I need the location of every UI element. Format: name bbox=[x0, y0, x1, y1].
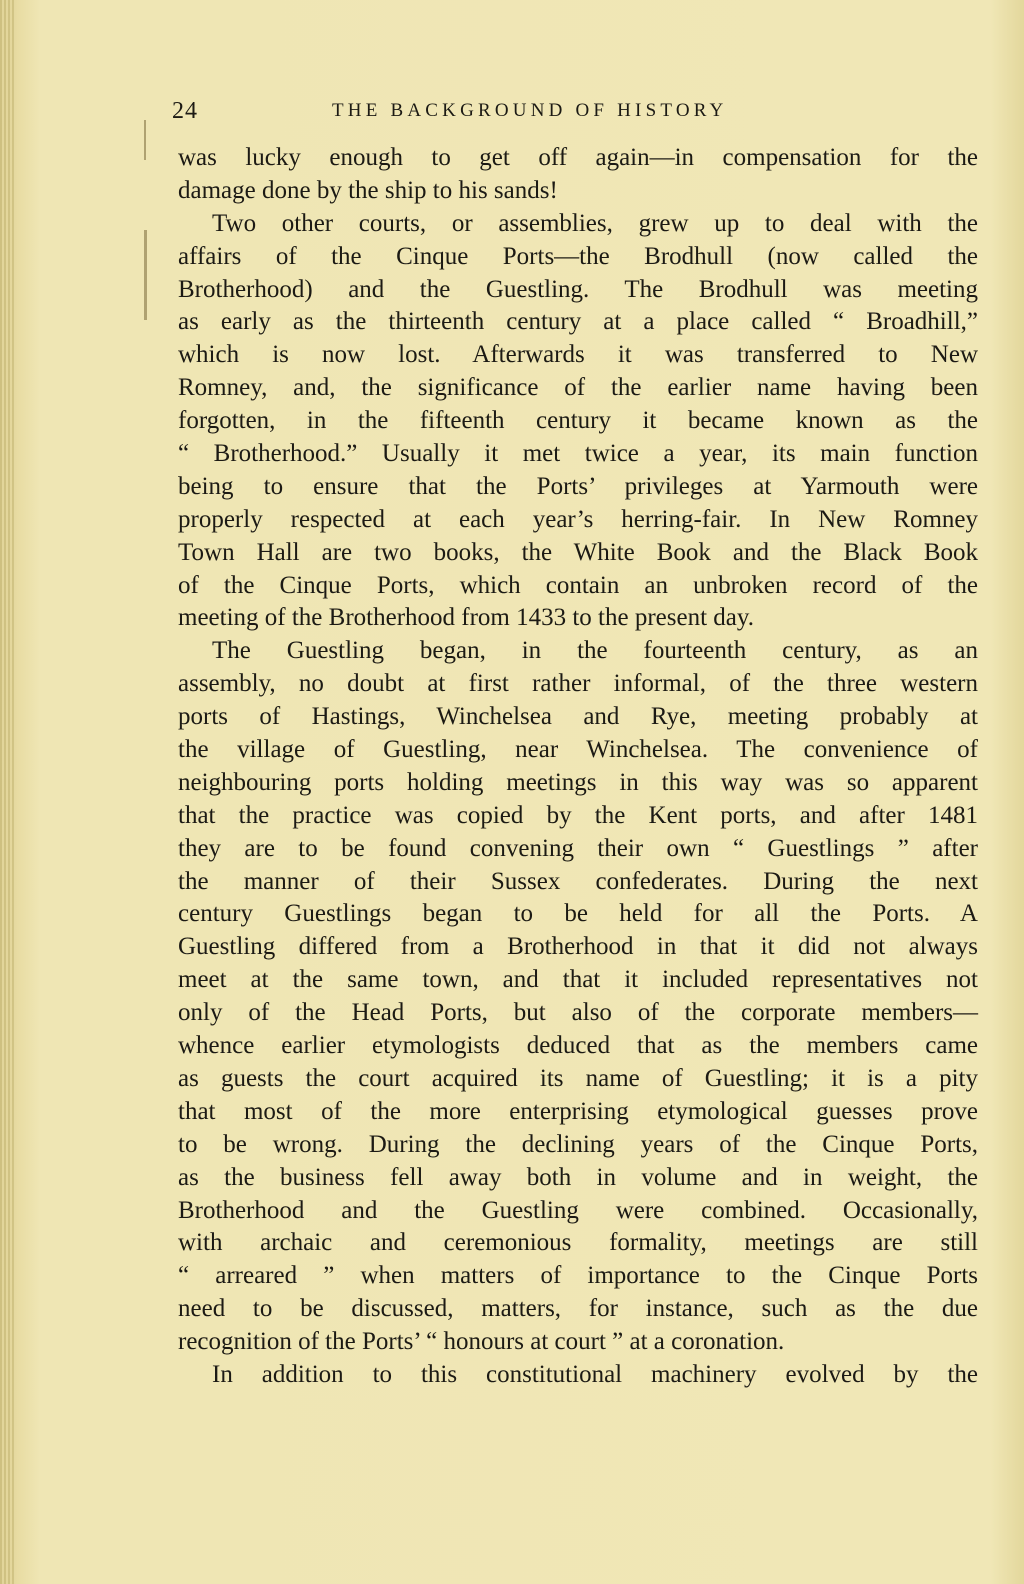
text-line: as guests the court acquired its name of Guestling; it is a pity bbox=[178, 1064, 978, 1092]
body-text bbox=[178, 142, 978, 1392]
text-line: Guestling differed from a Brotherhood in that it did not always bbox=[178, 933, 978, 961]
text-line: as the business fell away both in volume and in weight, the bbox=[178, 1163, 978, 1191]
running-title: THE BACKGROUND OF HISTORY bbox=[332, 100, 728, 121]
text-line: recognition of the Ports’ “ honours at court ” at a coronation. bbox=[178, 1328, 785, 1356]
text-line: ports of Hastings, Winchelsea and Rye, meeting probably at bbox=[178, 703, 978, 731]
text-line: which is now lost. Afterwards it was transferred to New bbox=[178, 341, 978, 369]
text-line: assembly, no doubt at first rather informal, of the three western bbox=[178, 670, 978, 698]
text-line: properly respected at each year’s herring-fair. In New Romney bbox=[178, 505, 978, 533]
text-line: of the Cinque Ports, which contain an unbroken record of the bbox=[178, 571, 978, 599]
text-line: as early as the thirteenth century at a place called “ Broadhill,” bbox=[178, 308, 978, 336]
text-line: damage done by the ship to his sands! bbox=[178, 176, 558, 204]
text-line: need to be discussed, matters, for instance, such as the due bbox=[178, 1295, 978, 1323]
text-line: being to ensure that the Ports’ privileges at Yarmouth were bbox=[178, 472, 978, 500]
text-line: that the practice was copied by the Kent ports, and after 1481 bbox=[178, 801, 978, 829]
text-line: forgotten, in the fifteenth century it became known as the bbox=[178, 407, 978, 435]
text-line: the village of Guestling, near Winchelsea. The convenience of bbox=[178, 736, 978, 764]
text-line: The Guestling began, in the fourteenth century, as an bbox=[212, 637, 978, 665]
text-line: the manner of their Sussex confederates. During the next bbox=[178, 867, 978, 895]
text-line: Town Hall are two books, the White Book and the Black Book bbox=[178, 538, 978, 566]
text-line: neighbouring ports holding meetings in this way was so apparent bbox=[178, 768, 978, 796]
text-line: affairs of the Cinque Ports—the Brodhull (now called the bbox=[178, 242, 978, 270]
text-line: was lucky enough to get off again—in compensation for the bbox=[178, 144, 978, 171]
text-line: Brotherhood) and the Guestling. The Brodhull was meeting bbox=[178, 275, 978, 303]
text-line: only of the Head Ports, but also of the corporate members— bbox=[178, 999, 978, 1027]
text-line: century Guestlings began to be held for all the Ports. A bbox=[178, 900, 978, 928]
page-edge bbox=[0, 0, 14, 1584]
page-header bbox=[172, 98, 990, 132]
text-line: In addition to this constitutional machinery evolved by the bbox=[212, 1360, 978, 1388]
text-line: whence earlier etymologists deduced that as the members came bbox=[178, 1032, 978, 1060]
text-line: meet at the same town, and that it included representatives not bbox=[178, 966, 978, 994]
text-line: “ arreared ” when matters of importance to the Cinque Ports bbox=[178, 1262, 978, 1290]
text-line: Two other courts, or assemblies, grew up to deal with the bbox=[212, 209, 978, 237]
text-line: with archaic and ceremonious formality, meetings are still bbox=[178, 1229, 978, 1257]
text-line: to be wrong. During the declining years of the Cinque Ports, bbox=[178, 1130, 978, 1158]
text-line: Brotherhood and the Guestling were combined. Occasionally, bbox=[178, 1196, 978, 1224]
text-line: they are to be found convening their own “ Guestlings ” after bbox=[178, 834, 978, 862]
margin-marks bbox=[142, 120, 182, 320]
text-line: that most of the more enterprising etymological guesses prove bbox=[178, 1097, 978, 1125]
page-number: 24 bbox=[172, 98, 198, 124]
text-line: “ Brotherhood.” Usually it met twice a year, its main function bbox=[178, 440, 978, 468]
text-line: Romney, and, the significance of the earlier name having been bbox=[178, 374, 978, 402]
text-line: meeting of the Brotherhood from 1433 to the present day. bbox=[178, 604, 755, 632]
